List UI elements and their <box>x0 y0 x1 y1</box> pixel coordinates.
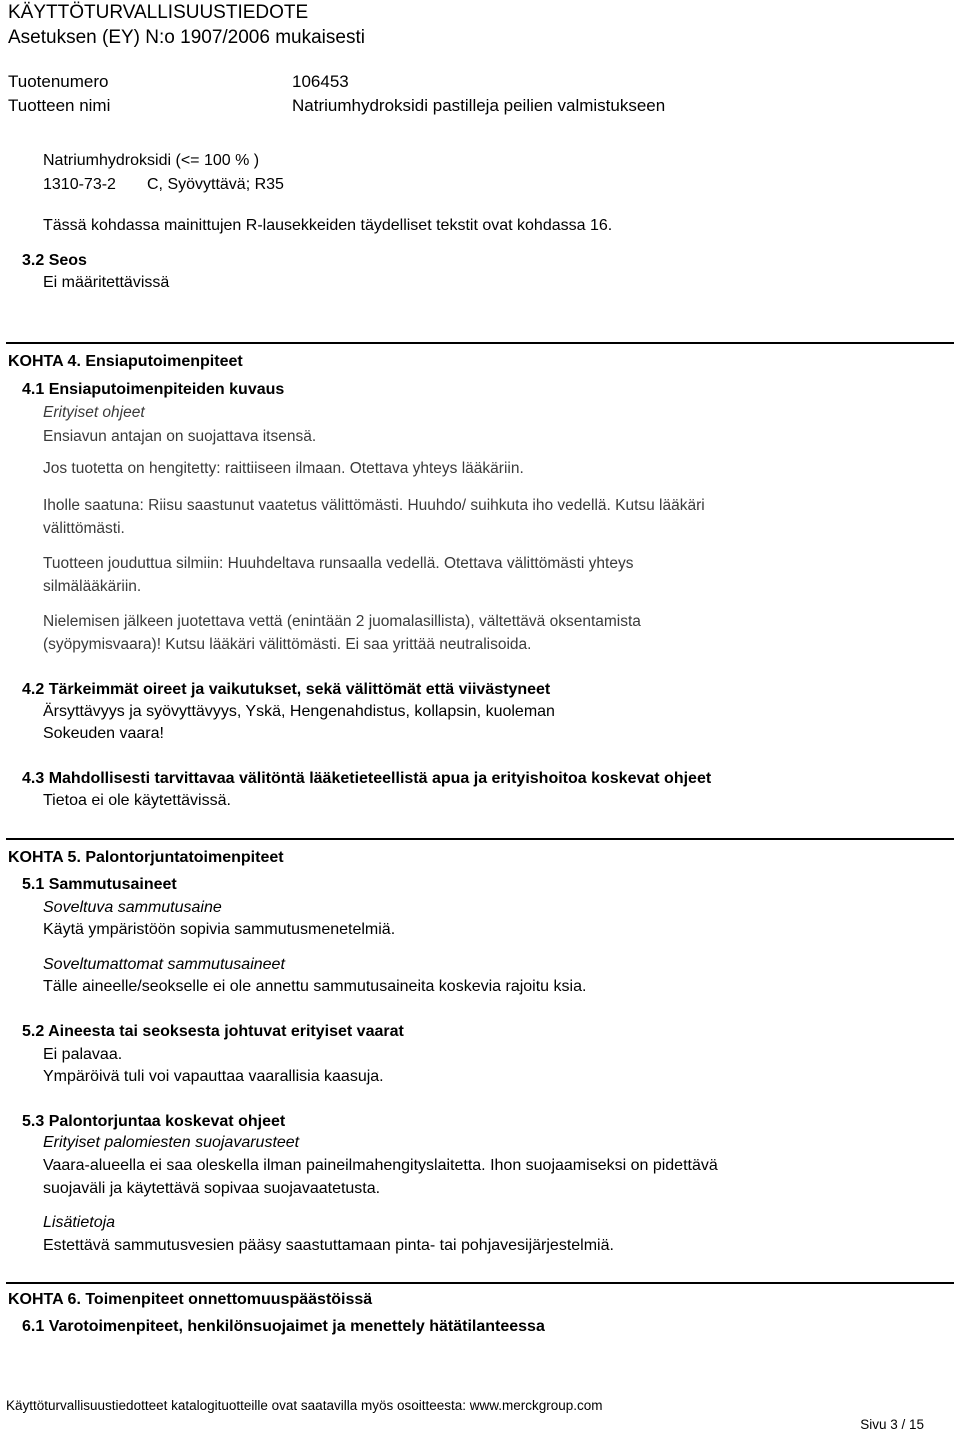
s42-heading: 4.2 Tärkeimmät oireet ja vaikutukset, sekä välittömät että viivästyneet <box>22 681 551 698</box>
s41-paragraph: Tuotteen jouduttua silmiin: Huuhdeltava runsaalla vedellä. Otettava välittömästi yhteys <box>43 555 634 572</box>
footer-note: Käyttöturvallisuustiedotteet katalogituotteille ovat saatavilla myös osoitteesta: www.merckgroup.com <box>6 1398 603 1413</box>
s53-paragraph: Vaara-alueella ei saa oleskella ilman paineilmahengityslaitetta. Ihon suojaamiseksi on pidettävä <box>43 1157 718 1174</box>
s41-paragraph: Nielemisen jälkeen juotettava vettä (enintään 2 juomalasillista), vältettävä oksentamista <box>43 613 641 630</box>
s51-label: Soveltumattomat sammutusaineet <box>43 956 285 973</box>
s53-heading: 5.3 Palontorjuntaa koskevat ohjeet <box>22 1113 286 1130</box>
classification: C, Syövyttävä; R35 <box>147 176 284 193</box>
substance-name-text: Natriumhydroksidi (<= 100 % ) <box>43 152 260 169</box>
section-divider <box>6 838 954 840</box>
section5-title: KOHTA 5. Palontorjuntatoimenpiteet <box>8 849 284 866</box>
substance-name <box>43 152 259 170</box>
s52-paragraph: Ei palavaa. <box>43 1046 123 1063</box>
s43-paragraph: Tietoa ei ole käytettävissä. <box>43 792 231 809</box>
product-number-label: Tuotenumero <box>8 72 109 91</box>
s53-label: Lisätietoja <box>43 1214 116 1231</box>
s42-paragraph: Sokeuden vaara! <box>43 725 164 742</box>
s42-paragraph: Ärsyttävyys ja syövyttävyys, Yskä, Hengenahdistus, kollapsin, kuoleman <box>43 703 555 720</box>
s51-paragraph: Tälle aineelle/seokselle ei ole annettu sammutusaineita koskevia rajoitu ksia. <box>43 978 587 995</box>
mixture-heading: 3.2 Seos <box>22 252 87 269</box>
s41-sublabel: Erityiset ohjeet <box>43 404 145 421</box>
section6-title: KOHTA 6. Toimenpiteet onnettomuuspäästöissä <box>8 1291 373 1308</box>
r-phrases-note: Tässä kohdassa mainittujen R-lausekkeiden täydelliset tekstit ovat kohdassa 16. <box>43 217 613 234</box>
s41-paragraph-cont: silmälääkäriin. <box>43 578 142 595</box>
s53-paragraph-cont: suojaväli ja käytettävä sopivaa suojavaatetusta. <box>43 1180 381 1197</box>
s61-heading: 6.1 Varotoimenpiteet, henkilönsuojaimet ja menettely hätätilanteessa <box>22 1318 545 1335</box>
s41-paragraph: Jos tuotetta on hengitetty: raittiiseen ilmaan. Otettava yhteys lääkäriin. <box>43 460 524 477</box>
s52-paragraph: Ympäröivä tuli voi vapauttaa vaarallisia kaasuja. <box>43 1068 384 1085</box>
s43-heading: 4.3 Mahdollisesti tarvittavaa välitöntä lääketieteellistä apua ja erityishoitoa koskevat ohjeet <box>22 770 712 787</box>
cas-number: 1310-73-2 <box>43 176 116 193</box>
product-name-label: Tuotteen nimi <box>8 96 111 115</box>
product-number-value: 106453 <box>292 72 349 91</box>
section-divider <box>6 342 954 344</box>
s51-paragraph: Käytä ympäristöön sopivia sammutusmenetelmiä. <box>43 921 396 938</box>
section-divider <box>6 1282 954 1284</box>
s51-heading: 5.1 Sammutusaineet <box>22 876 177 893</box>
s41-paragraph: Iholle saatuna: Riisu saastunut vaatetus välittömästi. Huuhdo/ suihkuta iho vedellä. Kutsu lääkäri <box>43 497 705 514</box>
s52-heading: 5.2 Aineesta tai seoksesta johtuvat erityiset vaarat <box>22 1023 404 1040</box>
mixture-text: Ei määritettävissä <box>43 274 170 291</box>
s41-paragraph: Ensiavun antajan on suojattava itsensä. <box>43 428 317 445</box>
s41-paragraph-cont: välittömästi. <box>43 520 125 537</box>
document-title: KÄYTTÖTURVALLISUUSTIEDOTE <box>8 2 309 23</box>
s41-heading: 4.1 Ensiaputoimenpiteiden kuvaus <box>22 381 285 398</box>
regulation-subtitle: Asetuksen (EY) N:o 1907/2006 mukaisesti <box>8 27 365 48</box>
section4-title: KOHTA 4. Ensiaputoimenpiteet <box>8 353 243 370</box>
s51-label: Soveltuva sammutusaine <box>43 899 222 916</box>
s53-label: Erityiset palomiesten suojavarusteet <box>43 1134 300 1151</box>
s41-paragraph-cont: (syöpymisvaara)! Kutsu lääkäri välittömästi. Ei saa yrittää neutralisoida. <box>43 636 532 653</box>
product-name-value: Natriumhydroksidi pastilleja peilien valmistukseen <box>292 96 666 115</box>
page-number: Sivu 3 / 15 <box>860 1417 924 1432</box>
s53-paragraph: Estettävä sammutusvesien pääsy saastuttamaan pinta- tai pohjavesijärjestelmiä. <box>43 1237 614 1254</box>
